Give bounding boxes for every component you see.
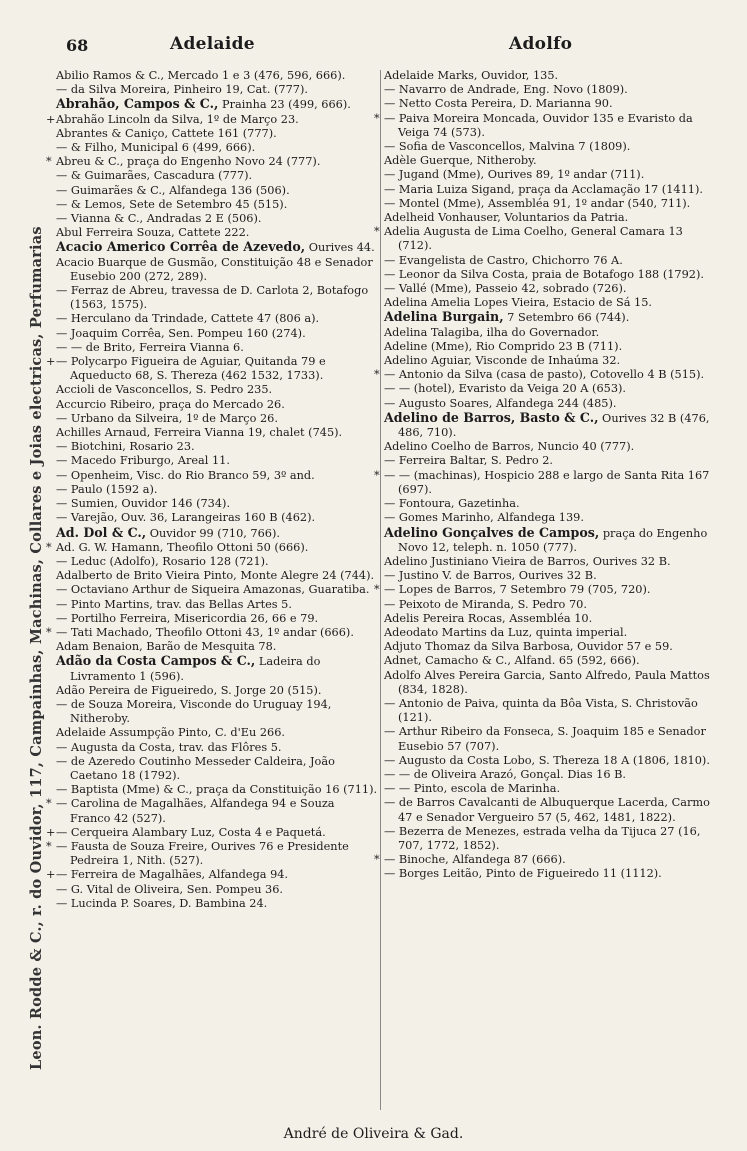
- directory-entry: [56, 383, 378, 397]
- entry-text: — Bezerra de Menezes, estrada velha da Tijuca 27 (16, 707, 1772, 1852).: [384, 824, 701, 852]
- advertisement-text: Leon. Rodde & C., r. do Ouvidor, 117, Campainhas, Machinas, Collares e Joias electricas, Perfumarias: [28, 226, 45, 1070]
- directory-entry: [384, 853, 712, 867]
- entry-text: 7 Setembro 66 (744).: [503, 311, 630, 325]
- directory-entry: [384, 511, 712, 525]
- directory-entry: [384, 825, 712, 853]
- entry-name: Adão da Costa Campos & C.,: [56, 653, 256, 669]
- directory-entry: [56, 312, 378, 326]
- entry-text: — Peixoto de Miranda, S. Pedro 70.: [384, 597, 587, 611]
- directory-entry: [56, 284, 378, 312]
- directory-entry: [384, 598, 712, 612]
- directory-entry: [384, 768, 712, 782]
- directory-entry: [384, 697, 712, 725]
- directory-entry: [56, 97, 378, 112]
- directory-entry: [56, 541, 378, 555]
- entry-name: Acacio Americo Corrêa de Azevedo,: [56, 239, 306, 255]
- entry-text: Adão Pereira de Figueiredo, S. Jorge 20 (515).: [56, 683, 322, 697]
- entry-text: — G. Vital de Oliveira, Sen. Pompeu 36.: [56, 882, 284, 896]
- page-footer: André de Oliveira & Gad.: [283, 1126, 464, 1142]
- entry-text: Abilio Ramos & C., Mercado 1 e 3 (476, 596, 666).: [56, 69, 346, 82]
- entry-text: — Augusto Soares, Alfandega 244 (485).: [384, 396, 617, 410]
- directory-entry: [56, 897, 378, 911]
- directory-entry: [384, 326, 712, 340]
- entry-text: — — (machinas), Hospicio 288 e largo de Santa Rita 167 (697).: [384, 468, 710, 496]
- entry-text: — Urbano da Silveira, 1º de Março 26.: [56, 411, 278, 425]
- entry-text: Ad. G. W. Hamann, Theofilo Ottoni 50 (666).: [56, 540, 309, 554]
- directory-entry: [384, 497, 712, 511]
- directory-entry: [56, 883, 378, 897]
- entry-text: — Antonio de Paiva, quinta da Bôa Vista, S. Christovão (121).: [384, 696, 698, 725]
- directory-entry: [56, 511, 378, 525]
- directory-entry: [56, 226, 378, 240]
- directory-entry: [56, 69, 378, 83]
- directory-entry: [56, 698, 378, 726]
- entry-name: Adelino Gonçalves de Campos,: [384, 524, 600, 540]
- entry-text: — Macedo Friburgo, Areal 11.: [56, 454, 230, 468]
- directory-entry: [384, 555, 712, 569]
- directory-entry: [384, 296, 712, 310]
- entry-text: Acacio Buarque de Gusmão, Constituição 48 e Senador Eusebio 200 (272, 289).: [56, 255, 373, 283]
- entry-text: — Polycarpo Figueira de Aguiar, Quitanda 79 e Aqueducto 68, S. Thereza (462 1532, 1733).: [56, 355, 326, 383]
- directory-entry: [384, 83, 712, 97]
- entry-name: Abrahão, Campos & C.,: [56, 96, 219, 112]
- entry-text: Adnet, Camacho & C., Alfand. 65 (592, 666).: [384, 654, 640, 668]
- directory-entry: [56, 684, 378, 698]
- directory-entry: [56, 598, 378, 612]
- directory-entry: [56, 583, 378, 597]
- directory-entry: [384, 612, 712, 626]
- directory-entry: [56, 755, 378, 783]
- entry-text: — Borges Leitão, Pinto de Figueiredo 11 (1112).: [384, 867, 662, 881]
- entry-text: Adelaide Assumpção Pinto, C. d'Eu 266.: [56, 726, 286, 740]
- entry-text: — Netto Costa Pereira, D. Marianna 90.: [384, 97, 613, 111]
- entry-text: Abrahão Lincoln da Silva, 1º de Março 23.: [56, 112, 299, 126]
- directory-entry: [384, 382, 712, 396]
- entry-name: Ad. Dol & C.,: [56, 524, 147, 540]
- directory-entry: [56, 454, 378, 468]
- directory-entry: [384, 583, 712, 597]
- directory-entry: [56, 569, 378, 583]
- directory-entry: [56, 184, 378, 198]
- entry-text: — Arthur Ribeiro da Fonseca, S. Joaquim 185 e Senador Eusebio 57 (707).: [384, 725, 706, 753]
- entry-text: — Varejão, Ouv. 36, Larangeiras 160 B (462).: [56, 511, 316, 525]
- entry-text: — Vallé (Mme), Passeio 42, sobrado (726).: [384, 282, 627, 296]
- entry-text: — Evangelista de Castro, Chichorro 76 A.: [384, 253, 623, 267]
- right-column: [384, 69, 712, 882]
- entry-text: Adjuto Thomaz da Silva Barbosa, Ouvidor 57 e 59.: [384, 640, 673, 654]
- directory-entry: [56, 826, 378, 840]
- directory-entry: [384, 97, 712, 111]
- page-header: [0, 34, 747, 56]
- directory-entry: [384, 754, 712, 768]
- directory-entry: [384, 310, 712, 325]
- directory-entry: [56, 640, 378, 654]
- entry-text: — & Lemos, Sete de Setembro 45 (515).: [56, 197, 288, 211]
- entry-text: — Leduc (Adolfo), Rosario 128 (721).: [56, 554, 269, 568]
- directory-entry: [56, 797, 378, 825]
- entry-text: — — de Oliveira Arazó, Gonçal. Dias 16 B.: [384, 767, 627, 781]
- entry-text: — — Pinto, escola de Marinha.: [384, 782, 561, 796]
- entry-text: — Ferraz de Abreu, travessa de D. Carlota 2, Botafogo (1563, 1575).: [56, 284, 369, 312]
- directory-entry: [56, 398, 378, 412]
- entry-text: Adelaide Marks, Ouvidor, 135.: [384, 69, 559, 82]
- entry-text: — Herculano da Trindade, Cattete 47 (806 a).: [56, 312, 320, 326]
- entry-text: Accioli de Vasconcellos, S. Pedro 235.: [56, 383, 273, 397]
- entry-text: Adam Benaion, Barão de Mesquita 78.: [56, 640, 277, 654]
- entry-text: — Fausta de Souza Freire, Ourives 76 e Presidente Pedreira 1, Nith. (527).: [56, 839, 349, 868]
- entry-text: — Maria Luiza Sigand, praça da Acclamação 17 (1411).: [384, 182, 703, 196]
- directory-entry: [384, 782, 712, 796]
- directory-entry: [56, 113, 378, 127]
- directory-entry: [384, 368, 712, 382]
- directory-entry: [384, 225, 712, 253]
- vertical-advertisement: [8, 110, 48, 1070]
- directory-entry: [384, 397, 712, 411]
- directory-entry: [384, 867, 712, 881]
- entry-text: — Biotchini, Rosario 23.: [56, 440, 195, 454]
- entry-text: Ourives 32 B (476, 486, 710).: [398, 411, 710, 440]
- entry-text: — da Silva Moreira, Pinheiro 19, Cat. (777).: [56, 83, 308, 97]
- directory-entry: [56, 741, 378, 755]
- directory-entry: [384, 440, 712, 454]
- directory-entry: [56, 654, 378, 683]
- column-divider: [380, 70, 381, 1110]
- directory-entry: [384, 254, 712, 268]
- entry-text: — Fontoura, Gazetinha.: [384, 497, 520, 511]
- entry-text: — — (hotel), Evaristo da Veiga 20 A (653).: [384, 382, 627, 396]
- directory-entry: [56, 127, 378, 141]
- entry-text: Adelino Justiniano Vieira de Barros, Ourives 32 B.: [384, 554, 671, 568]
- directory-entry: [56, 412, 378, 426]
- entry-text: — de Souza Moreira, Visconde do Uruguay 194, Nitheroby.: [56, 697, 332, 726]
- entry-text: — Portilho Ferreira, Misericordia 26, 66 e 79.: [56, 611, 319, 625]
- entry-text: — Guimarães & C., Alfandega 136 (506).: [56, 183, 290, 197]
- entry-text: Adèle Guerque, Nitheroby.: [384, 154, 537, 168]
- directory-entry: [56, 440, 378, 454]
- entry-text: Achilles Arnaud, Ferreira Vianna 19, chalet (745).: [56, 426, 343, 440]
- entry-text: — Augusto da Costa Lobo, S. Thereza 18 A (1806, 1810).: [384, 753, 710, 767]
- entry-text: Adeodato Martins da Luz, quinta imperial.: [384, 625, 628, 639]
- entry-text: — Lucinda P. Soares, D. Bambina 24.: [56, 896, 268, 910]
- entry-text: Prainha 23 (499, 666).: [218, 98, 351, 112]
- entry-text: Adeline (Mme), Rio Comprido 23 B (711).: [384, 339, 623, 353]
- entry-text: — Lopes de Barros, 7 Setembro 79 (705, 720).: [384, 583, 651, 597]
- directory-entry: [56, 555, 378, 569]
- directory-entry: [384, 640, 712, 654]
- directory-entry: [384, 211, 712, 225]
- entry-text: — & Guimarães, Cascadura (777).: [56, 169, 253, 183]
- directory-entry: [56, 612, 378, 626]
- directory-entry: [56, 256, 378, 284]
- directory-entry: [384, 411, 712, 440]
- directory-entry: [56, 83, 378, 97]
- directory-entry: [56, 169, 378, 183]
- entry-text: Abrantes & Caniço, Cattete 161 (777).: [56, 126, 277, 140]
- entry-text: — Navarro de Andrade, Eng. Novo (1809).: [384, 83, 628, 97]
- directory-entry: [384, 725, 712, 753]
- entry-text: — Tati Machado, Theofilo Ottoni 43, 1º andar (666).: [56, 625, 354, 639]
- directory-entry: [384, 654, 712, 668]
- directory-entry: [56, 469, 378, 483]
- entry-text: Adelheid Vonhauser, Voluntarios da Patria.: [384, 211, 629, 225]
- directory-entry: [384, 454, 712, 468]
- entry-text: — Montel (Mme), Assembléa 91, 1º andar (540, 711).: [384, 196, 691, 210]
- directory-entry: [384, 626, 712, 640]
- directory-entry: [56, 240, 378, 255]
- entry-text: — Paulo (1592 a).: [56, 482, 158, 496]
- entry-text: — Ferreira de Magalhães, Alfandega 94.: [56, 868, 289, 882]
- directory-entry: [56, 341, 378, 355]
- entry-text: — Jugand (Mme), Ourives 89, 1º andar (711).: [384, 168, 645, 182]
- directory-entry: [384, 354, 712, 368]
- entry-text: Adelina Talagiba, ilha do Governador.: [384, 325, 600, 339]
- entry-text: — Baptista (Mme) & C., praça da Constituição 16 (711).: [56, 783, 378, 797]
- right-running-head: Adolfo: [509, 34, 573, 54]
- directory-entry: [56, 526, 378, 541]
- directory-entry: [384, 569, 712, 583]
- entry-text: — Paiva Moreira Moncada, Ouvidor 135 e Evaristo da Veiga 74 (573).: [384, 111, 693, 139]
- directory-entry: [384, 469, 712, 497]
- directory-entry: [384, 183, 712, 197]
- entry-text: Adolfo Alves Pereira Garcia, Santo Alfredo, Paula Mattos (834, 1828).: [384, 668, 710, 696]
- entry-text: Adelina Amelia Lopes Vieira, Estacio de Sá 15.: [384, 296, 652, 310]
- entry-text: Abreu & C., praça do Engenho Novo 24 (777).: [56, 155, 321, 169]
- entry-text: — Justino V. de Barros, Ourives 32 B.: [384, 569, 597, 583]
- entry-text: — — de Brito, Ferreira Vianna 6.: [56, 340, 244, 354]
- entry-text: — Augusta da Costa, trav. das Flôres 5.: [56, 740, 282, 754]
- directory-entry: [384, 282, 712, 296]
- entry-text: — Vianna & C., Andradas 2 E (506).: [56, 212, 262, 226]
- entry-text: — Antonio da Silva (casa de pasto), Cotovello 4 B (515).: [384, 368, 705, 382]
- directory-entry: [384, 69, 712, 83]
- entry-text: Ouvidor 99 (710, 766).: [146, 526, 280, 540]
- entry-text: — Pinto Martins, trav. das Bellas Artes 5.: [56, 597, 292, 611]
- directory-entry: [384, 340, 712, 354]
- directory-entry: [56, 198, 378, 212]
- entry-text: Ourives 44.: [305, 241, 375, 255]
- directory-entry: [384, 268, 712, 282]
- directory-entry: [56, 155, 378, 169]
- entry-text: — Cerqueira Alambary Luz, Costa 4 e Paquetá.: [56, 825, 326, 839]
- entry-text: Ladeira do Livramento 1 (596).: [70, 655, 321, 683]
- directory-entry: [56, 355, 378, 383]
- directory-entry: [384, 669, 712, 697]
- entry-text: — Sofia de Vasconcellos, Malvina 7 (1809).: [384, 140, 631, 154]
- directory-entry: [384, 197, 712, 211]
- directory-entry: [384, 140, 712, 154]
- directory-entry: [56, 840, 378, 868]
- entry-text: — Sumien, Ouvidor 146 (734).: [56, 497, 231, 511]
- entry-text: Adelia Augusta de Lima Coelho, General Camara 13 (712).: [384, 225, 683, 253]
- directory-entry: [384, 168, 712, 182]
- entry-text: — de Barros Cavalcanti de Albuquerque Lacerda, Carmo 47 e Senador Vergueiro 57 (5, 462, 1481, 1822).: [384, 796, 710, 824]
- directory-entry: [384, 154, 712, 168]
- left-column: [56, 69, 378, 911]
- entry-text: — Joaquim Corrêa, Sen. Pompeu 160 (274).: [56, 326, 306, 340]
- entry-text: Accurcio Ribeiro, praça do Mercado 26.: [56, 397, 285, 411]
- entry-text: — Octaviano Arthur de Siqueira Amazonas, Guaratiba.: [56, 583, 370, 597]
- directory-entry: [56, 327, 378, 341]
- entry-text: — Ferreira Baltar, S. Pedro 2.: [384, 454, 553, 468]
- entry-text: Adelino Aguiar, Visconde de Inhaúma 32.: [384, 354, 621, 368]
- directory-entry: [56, 483, 378, 497]
- directory-entry: [56, 212, 378, 226]
- entry-text: Adelis Pereira Rocas, Assembléa 10.: [384, 611, 593, 625]
- directory-entry: [56, 726, 378, 740]
- entry-text: — Gomes Marinho, Alfandega 139.: [384, 511, 584, 525]
- entry-text: Adelino Coelho de Barros, Nuncio 40 (777).: [384, 440, 635, 454]
- entry-name: Adelino de Barros, Basto & C.,: [384, 409, 599, 425]
- entry-text: Adalberto de Brito Vieira Pinto, Monte Alegre 24 (744).: [56, 569, 375, 583]
- entry-text: praça do Engenho Novo 12, teleph. n. 1050 (777).: [398, 526, 708, 554]
- entry-name: Adelina Burgain,: [384, 309, 504, 325]
- directory-entry: [56, 497, 378, 511]
- directory-entry: [384, 796, 712, 824]
- entry-text: — de Azeredo Coutinho Messeder Caldeira, João Caetano 18 (1792).: [56, 754, 335, 782]
- directory-entry: [384, 526, 712, 555]
- entry-text: — & Filho, Municipal 6 (499, 666).: [56, 141, 256, 155]
- entry-text: Abul Ferreira Souza, Cattete 222.: [56, 226, 250, 240]
- directory-entry: [56, 426, 378, 440]
- entry-text: — Leonor da Silva Costa, praia de Botafogo 188 (1792).: [384, 267, 704, 281]
- directory-entry: [56, 626, 378, 640]
- directory-entry: [384, 112, 712, 140]
- entry-text: — Carolina de Magalhães, Alfandega 94 e Souza Franco 42 (527).: [56, 797, 335, 825]
- entry-text: — Binoche, Alfandega 87 (666).: [384, 853, 566, 867]
- page-number: 68: [66, 36, 89, 55]
- directory-entry: [56, 783, 378, 797]
- entry-text: — Openheim, Visc. do Rio Branco 59, 3º and.: [56, 468, 315, 482]
- left-running-head: Adelaide: [170, 34, 255, 54]
- directory-entry: [56, 141, 378, 155]
- directory-entry: [56, 868, 378, 882]
